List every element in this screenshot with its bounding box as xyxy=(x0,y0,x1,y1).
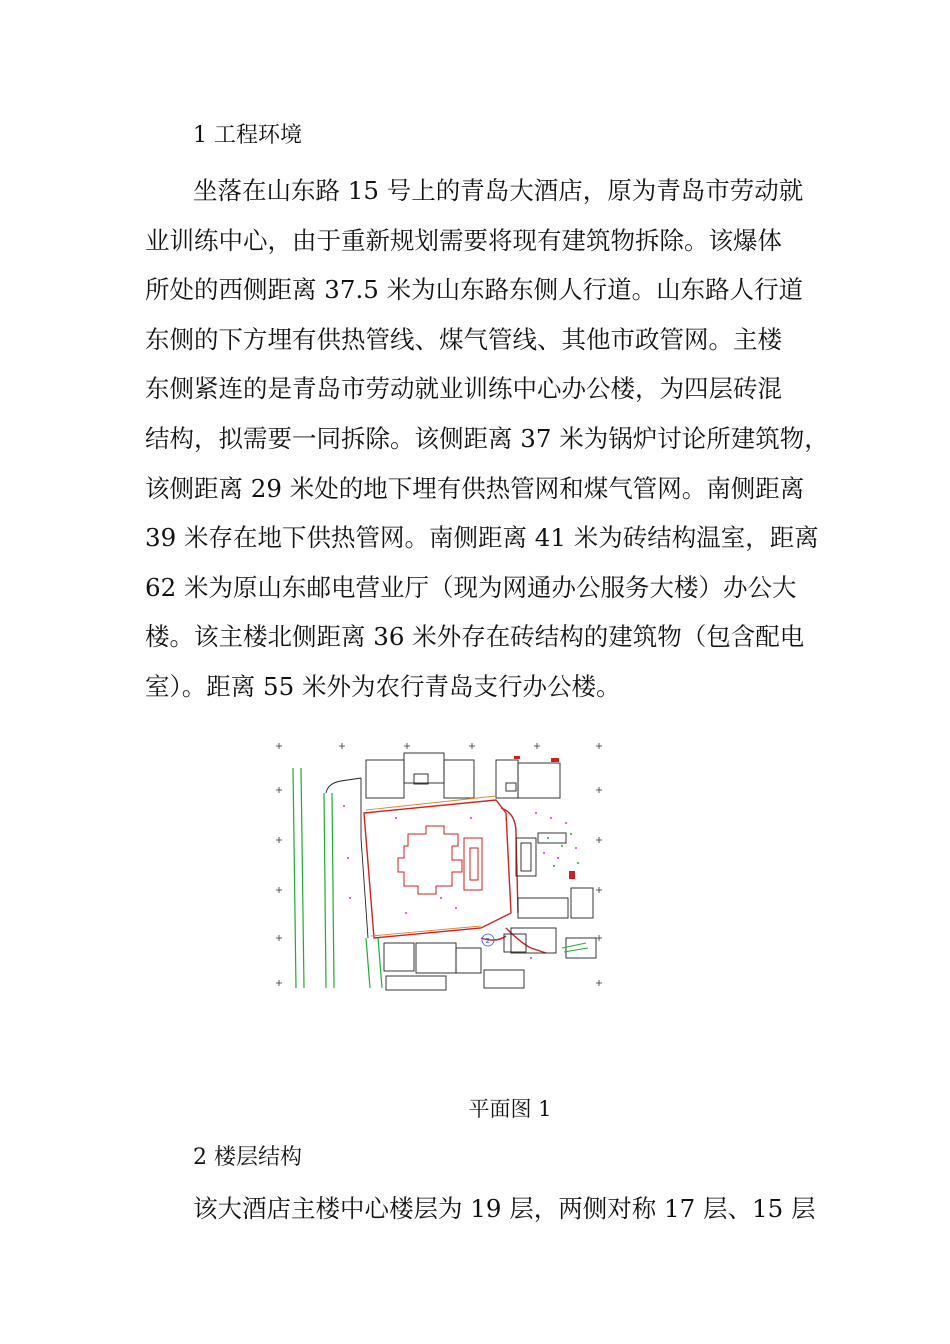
north-buildings xyxy=(366,753,560,798)
paragraph-line: 该大酒店主楼中心楼层为 19 层，两侧对称 17 层、15 层 xyxy=(193,1194,816,1223)
site-boundary xyxy=(364,800,546,953)
site-plan-figure xyxy=(266,738,610,996)
paragraph-line: 结构，拟需要一同拆除。该侧距离 37 米为锅炉讨论所建筑物， xyxy=(145,423,829,453)
pipeline-dots xyxy=(343,805,577,959)
section-2-paragraph xyxy=(145,1184,835,1234)
paragraph-line: 楼。该主楼北侧距离 36 米外存在砖结构的建筑物（包含配电 xyxy=(145,622,805,652)
map-marker-label: 2 xyxy=(485,937,490,945)
section-1-heading: 1 工程环境 xyxy=(193,123,302,148)
paragraph-line: 39 米存在地下供热管网。南侧距离 41 米为砖结构温室，距离 xyxy=(145,523,819,553)
paragraph-line: 所处的西侧距离 37.5 米为山东路东侧人行道。山东路人行道 xyxy=(145,275,804,305)
figure-caption: 平面图 1 xyxy=(468,1097,552,1121)
paragraph-line: 该侧距离 29 米处的地下埋有供热管网和煤气管网。南侧距离 xyxy=(145,473,805,503)
section-1-paragraph xyxy=(145,166,835,712)
main-building xyxy=(398,826,482,894)
east-buildings xyxy=(511,833,596,958)
paragraph-line: 东侧紧连的是青岛市劳动就业训练中心办公楼，为四层砖混 xyxy=(145,374,782,404)
paragraph-line: 坐落在山东路 15 号上的青岛大酒店，原为青岛市劳动就 xyxy=(193,176,804,205)
south-buildings xyxy=(384,934,526,990)
section-2-heading: 2 楼层结构 xyxy=(193,1145,302,1170)
paragraph-line: 东侧的下方埋有供热管线、煤气管线、其他市政管网。主楼 xyxy=(145,324,782,354)
paragraph-line: 62 米为原山东邮电营业厅（现为网通办公服务大楼）办公大 xyxy=(145,572,797,602)
paragraph-line: 室）。距离 55 米外为农行青岛支行办公楼。 xyxy=(145,671,621,701)
paragraph-line: 业训练中心，由于重新规划需要将现有建筑物拆除。该爆体 xyxy=(145,225,782,255)
tree-dots xyxy=(547,833,579,867)
red-markers xyxy=(514,756,575,879)
